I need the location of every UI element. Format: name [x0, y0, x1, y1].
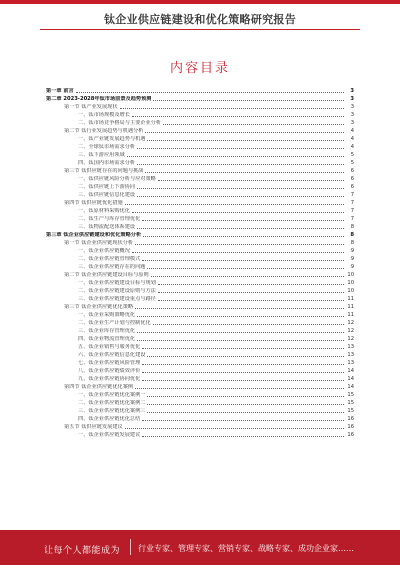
- toc-entry-text: 三、钛供应链信息化建设: [78, 192, 136, 198]
- toc-entry[interactable]: [46, 110, 354, 118]
- toc-page-number: 12: [347, 328, 354, 334]
- toc-entry-text: 三、钛企业供应链优化案例三: [78, 408, 146, 414]
- toc-entry[interactable]: [46, 158, 354, 166]
- toc-leader-dots: [137, 147, 344, 149]
- toc-page-number: 10: [347, 280, 354, 286]
- toc-entry-text: 五、钛企业销售与服务优化: [78, 344, 141, 350]
- toc-entry-text: 一、钛市场规模及增长: [78, 112, 130, 118]
- toc-page-number: 13: [347, 344, 354, 350]
- toc-entry[interactable]: [46, 430, 354, 438]
- toc-page-number: 4: [350, 144, 354, 150]
- toc-leader-dots: [142, 379, 344, 381]
- toc-page-number: 13: [347, 352, 354, 358]
- toc-entry-text: 三、钛企业供应链存在的问题: [78, 264, 146, 270]
- toc-page-number: 4: [350, 136, 354, 142]
- toc-entry-text: 一、钛企业供应链优化案例一: [78, 392, 146, 398]
- toc-leader-dots: [137, 331, 344, 333]
- toc-leader-dots: [137, 339, 344, 341]
- toc-entry-text: 一、钛企业供应链概况: [78, 248, 130, 254]
- toc-leader-dots: [137, 227, 344, 229]
- toc-entry-text: 二、钛市场竞争格局与主要企业分析: [78, 120, 162, 126]
- toc-entry[interactable]: [46, 414, 354, 422]
- toc-page-number: 4: [350, 128, 354, 134]
- toc-entry-text: 二、全球钛市场需求分析: [78, 144, 136, 150]
- toc-entry[interactable]: [46, 166, 354, 174]
- toc-page-number: 16: [347, 424, 354, 430]
- toc-leader-dots: [163, 123, 344, 125]
- toc-page-number: 12: [347, 336, 354, 342]
- toc-leader-dots: [147, 403, 344, 405]
- toc-entry[interactable]: [46, 366, 354, 374]
- toc-leader-dots: [142, 259, 344, 261]
- toc-entry[interactable]: [46, 374, 354, 382]
- toc-leader-dots: [132, 251, 344, 253]
- toc-entry[interactable]: [46, 214, 354, 222]
- toc-page-number: 14: [347, 368, 354, 374]
- toc-entry-text: 二、钛企业供应链管理模式: [78, 256, 141, 262]
- toc-page-number: 10: [347, 288, 354, 294]
- toc-entry[interactable]: [46, 222, 354, 230]
- toc-entry-text: 二、钛企业生产计划与控制优化: [78, 320, 151, 326]
- toc-entry-text: 第二章 2023-2028年钛市场前景及趋势预测: [46, 96, 152, 102]
- toc-page-number: 10: [347, 272, 354, 278]
- toc-entry[interactable]: [46, 86, 354, 94]
- toc-page-number: 16: [347, 432, 354, 438]
- toc-leader-dots: [158, 283, 344, 285]
- footer-divider: [130, 539, 131, 555]
- toc-entry[interactable]: [46, 358, 354, 366]
- toc-leader-dots: [135, 307, 344, 309]
- toc-entry-text: 二、钛企业供应链优化案例二: [78, 400, 146, 406]
- toc-entry[interactable]: [46, 350, 354, 358]
- toc-entry[interactable]: [46, 294, 354, 302]
- toc-leader-dots: [125, 203, 344, 205]
- toc-leader-dots: [147, 355, 344, 357]
- toc-entry[interactable]: [46, 278, 354, 286]
- toc-entry-text: 第一节 钛产业发展现状: [64, 104, 118, 110]
- toc-entry[interactable]: [46, 318, 354, 326]
- toc-entry[interactable]: [46, 238, 354, 246]
- toc-entry-text: 第五节 钛供应链发展建议: [64, 424, 123, 430]
- toc-leader-dots: [142, 371, 344, 373]
- toc-entry-text: 一、钛企业供应链建设目标与规划: [78, 280, 156, 286]
- toc-entry[interactable]: [46, 142, 354, 150]
- toc-entry-text: 一、钛原材料采购优化: [78, 208, 130, 214]
- toc-entry-text: 第二节 钛行业发展趋势与机遇分析: [64, 128, 144, 134]
- toc-page-number: 15: [347, 392, 354, 398]
- toc-page-number: 7: [350, 192, 354, 198]
- toc-entry-text: 第一节 钛企业供应链现状分析: [64, 240, 134, 246]
- toc-leader-dots: [142, 347, 344, 349]
- toc-leader-dots: [135, 387, 344, 389]
- toc-entry-text: 三、钛企业库存管理优化: [78, 328, 136, 334]
- footer-top-strip: [0, 527, 400, 530]
- toc-page-number: 14: [347, 384, 354, 390]
- toc-entry[interactable]: [46, 390, 354, 398]
- toc-leader-dots: [127, 155, 344, 157]
- footer-tagline: 行业专家、管理专家、营销专家、战略专家、成功企业家……: [138, 544, 354, 553]
- toc-leader-dots: [153, 323, 344, 325]
- report-title: 钛企业供应链建设和优化策略研究报告: [103, 13, 297, 26]
- toc-entry[interactable]: [46, 190, 354, 198]
- toc-entry-text: 一、钛供应链风险分析与应对策略: [78, 176, 156, 182]
- toc-page-number: 12: [347, 320, 354, 326]
- toc-page-number: 8: [350, 240, 354, 246]
- toc-page-number: 11: [347, 304, 354, 310]
- header-accent-band: [0, 0, 400, 4]
- toc-entry-text: 二、钛供应链上下游协同: [78, 184, 136, 190]
- toc-entry-text: 第三节 钛企业供应链优化策略: [64, 304, 134, 310]
- toc-leader-dots: [158, 291, 344, 293]
- toc-entry-text: 九、钛企业供应链协同优化: [78, 376, 141, 382]
- toc-leader-dots: [137, 195, 344, 197]
- toc-page-number: 16: [347, 416, 354, 422]
- toc-entry[interactable]: [46, 134, 354, 142]
- toc-entry[interactable]: [46, 262, 354, 270]
- toc-leader-dots: [143, 235, 344, 237]
- toc-page-number: 13: [347, 360, 354, 366]
- toc-page-number: 8: [350, 224, 354, 230]
- table-of-contents: [46, 86, 354, 438]
- toc-heading: 内容目录: [169, 61, 230, 76]
- toc-leader-dots: [145, 171, 344, 173]
- toc-entry-text: 第三节 钛供应链存在的问题与挑战: [64, 168, 144, 174]
- toc-page-number: 11: [347, 312, 354, 318]
- toc-entry-text: 三、钛企业供应链建设重点与路径: [78, 296, 156, 302]
- toc-entry-text: 二、钛企业供应链建设原则与方法: [78, 288, 156, 294]
- toc-entry-text: 四、钛国内市场需求分析: [78, 160, 136, 166]
- toc-entry-text: 第四节 钛供应链优化措施: [64, 200, 123, 206]
- toc-entry-text: 一、钛企业采购策略优化: [78, 312, 136, 318]
- header-divider: [40, 29, 360, 30]
- toc-entry[interactable]: [46, 174, 354, 182]
- toc-leader-dots: [142, 419, 344, 421]
- toc-page-number: 3: [350, 120, 354, 126]
- toc-entry-text: 二、钛生产与库存管理优化: [78, 216, 141, 222]
- toc-leader-dots: [142, 435, 344, 437]
- toc-page-number: 6: [350, 176, 354, 182]
- toc-entry-text: 第四节 钛企业供应链优化案例: [64, 384, 134, 390]
- footer-slogan: 让每个人都能成为: [44, 546, 121, 556]
- toc-page-number: 3: [350, 96, 354, 102]
- toc-entry-text: 三、钛物流配送体系建设: [78, 224, 136, 230]
- toc-page-number: 3: [350, 104, 354, 110]
- toc-entry-text: 一、钛产业链发展趋势与机遇: [78, 136, 146, 142]
- toc-entry[interactable]: [46, 150, 354, 158]
- toc-leader-dots: [135, 243, 344, 245]
- toc-page-number: 3: [350, 112, 354, 118]
- toc-entry-text: 第三章 钛企业供应链建设和优化策略分析: [46, 232, 142, 238]
- toc-leader-dots: [142, 363, 344, 365]
- toc-leader-dots: [145, 131, 344, 133]
- toc-entry[interactable]: [46, 326, 354, 334]
- toc-entry[interactable]: [46, 334, 354, 342]
- toc-page-number: 5: [350, 160, 354, 166]
- toc-page-number: 11: [347, 296, 354, 302]
- toc-entry-text: 一、钛企业供应链发展建议: [78, 432, 141, 438]
- toc-entry[interactable]: [46, 310, 354, 318]
- toc-leader-dots: [76, 91, 344, 93]
- toc-entry-text: 第一章 前言: [46, 88, 74, 94]
- toc-page-number: 7: [350, 200, 354, 206]
- toc-leader-dots: [132, 211, 344, 213]
- toc-page-number: 14: [347, 376, 354, 382]
- toc-page-number: 15: [347, 400, 354, 406]
- toc-leader-dots: [120, 107, 344, 109]
- toc-entry[interactable]: [46, 246, 354, 254]
- toc-entry[interactable]: [46, 182, 354, 190]
- toc-entry[interactable]: [46, 422, 354, 430]
- toc-entry[interactable]: [46, 406, 354, 414]
- toc-entry-text: 六、钛企业供应链信息化建设: [78, 352, 146, 358]
- toc-page-number: 6: [350, 184, 354, 190]
- toc-leader-dots: [158, 179, 344, 181]
- toc-entry[interactable]: [46, 230, 354, 238]
- toc-entry-text: 四、钛企业供应链优化总结: [78, 416, 141, 422]
- toc-page-number: 3: [350, 88, 354, 94]
- toc-leader-dots: [125, 427, 344, 429]
- toc-entry-text: 八、钛企业供应链绩效评价: [78, 368, 141, 374]
- toc-leader-dots: [147, 139, 344, 141]
- toc-entry-text: 七、钛企业供应链风险管理: [78, 360, 141, 366]
- toc-entry[interactable]: [46, 198, 354, 206]
- toc-entry-text: 三、钛下游应用领域: [78, 152, 125, 158]
- toc-leader-dots: [147, 411, 344, 413]
- toc-leader-dots: [147, 267, 344, 269]
- toc-entry[interactable]: [46, 382, 354, 390]
- toc-leader-dots: [147, 395, 344, 397]
- toc-page-number: 8: [350, 232, 354, 238]
- toc-leader-dots: [137, 315, 344, 317]
- toc-page-number: 6: [350, 168, 354, 174]
- toc-entry[interactable]: [46, 398, 354, 406]
- toc-entry[interactable]: [46, 206, 354, 214]
- toc-entry[interactable]: [46, 302, 354, 310]
- toc-leader-dots: [137, 163, 344, 165]
- toc-page-number: 7: [350, 208, 354, 214]
- toc-leader-dots: [158, 299, 344, 301]
- toc-entry-text: 第二节 钛企业供应链建设目标与原则: [64, 272, 149, 278]
- toc-leader-dots: [153, 99, 344, 101]
- toc-entry[interactable]: [46, 94, 354, 102]
- toc-page-number: 9: [350, 264, 354, 270]
- toc-entry[interactable]: [46, 126, 354, 134]
- toc-page-number: 5: [350, 152, 354, 158]
- toc-entry[interactable]: [46, 286, 354, 294]
- toc-leader-dots: [151, 275, 344, 277]
- toc-page-number: 9: [350, 256, 354, 262]
- toc-entry[interactable]: [46, 118, 354, 126]
- toc-entry[interactable]: [46, 270, 354, 278]
- toc-leader-dots: [132, 115, 344, 117]
- toc-entry-text: 四、钛企业物流管理优化: [78, 336, 136, 342]
- toc-entry[interactable]: [46, 342, 354, 350]
- toc-entry[interactable]: [46, 102, 354, 110]
- toc-page-number: 9: [350, 248, 354, 254]
- toc-entry[interactable]: [46, 254, 354, 262]
- toc-leader-dots: [142, 219, 344, 221]
- toc-page-number: 15: [347, 408, 354, 414]
- toc-page-number: 7: [350, 216, 354, 222]
- footer-banner: [0, 527, 400, 565]
- toc-leader-dots: [137, 187, 344, 189]
